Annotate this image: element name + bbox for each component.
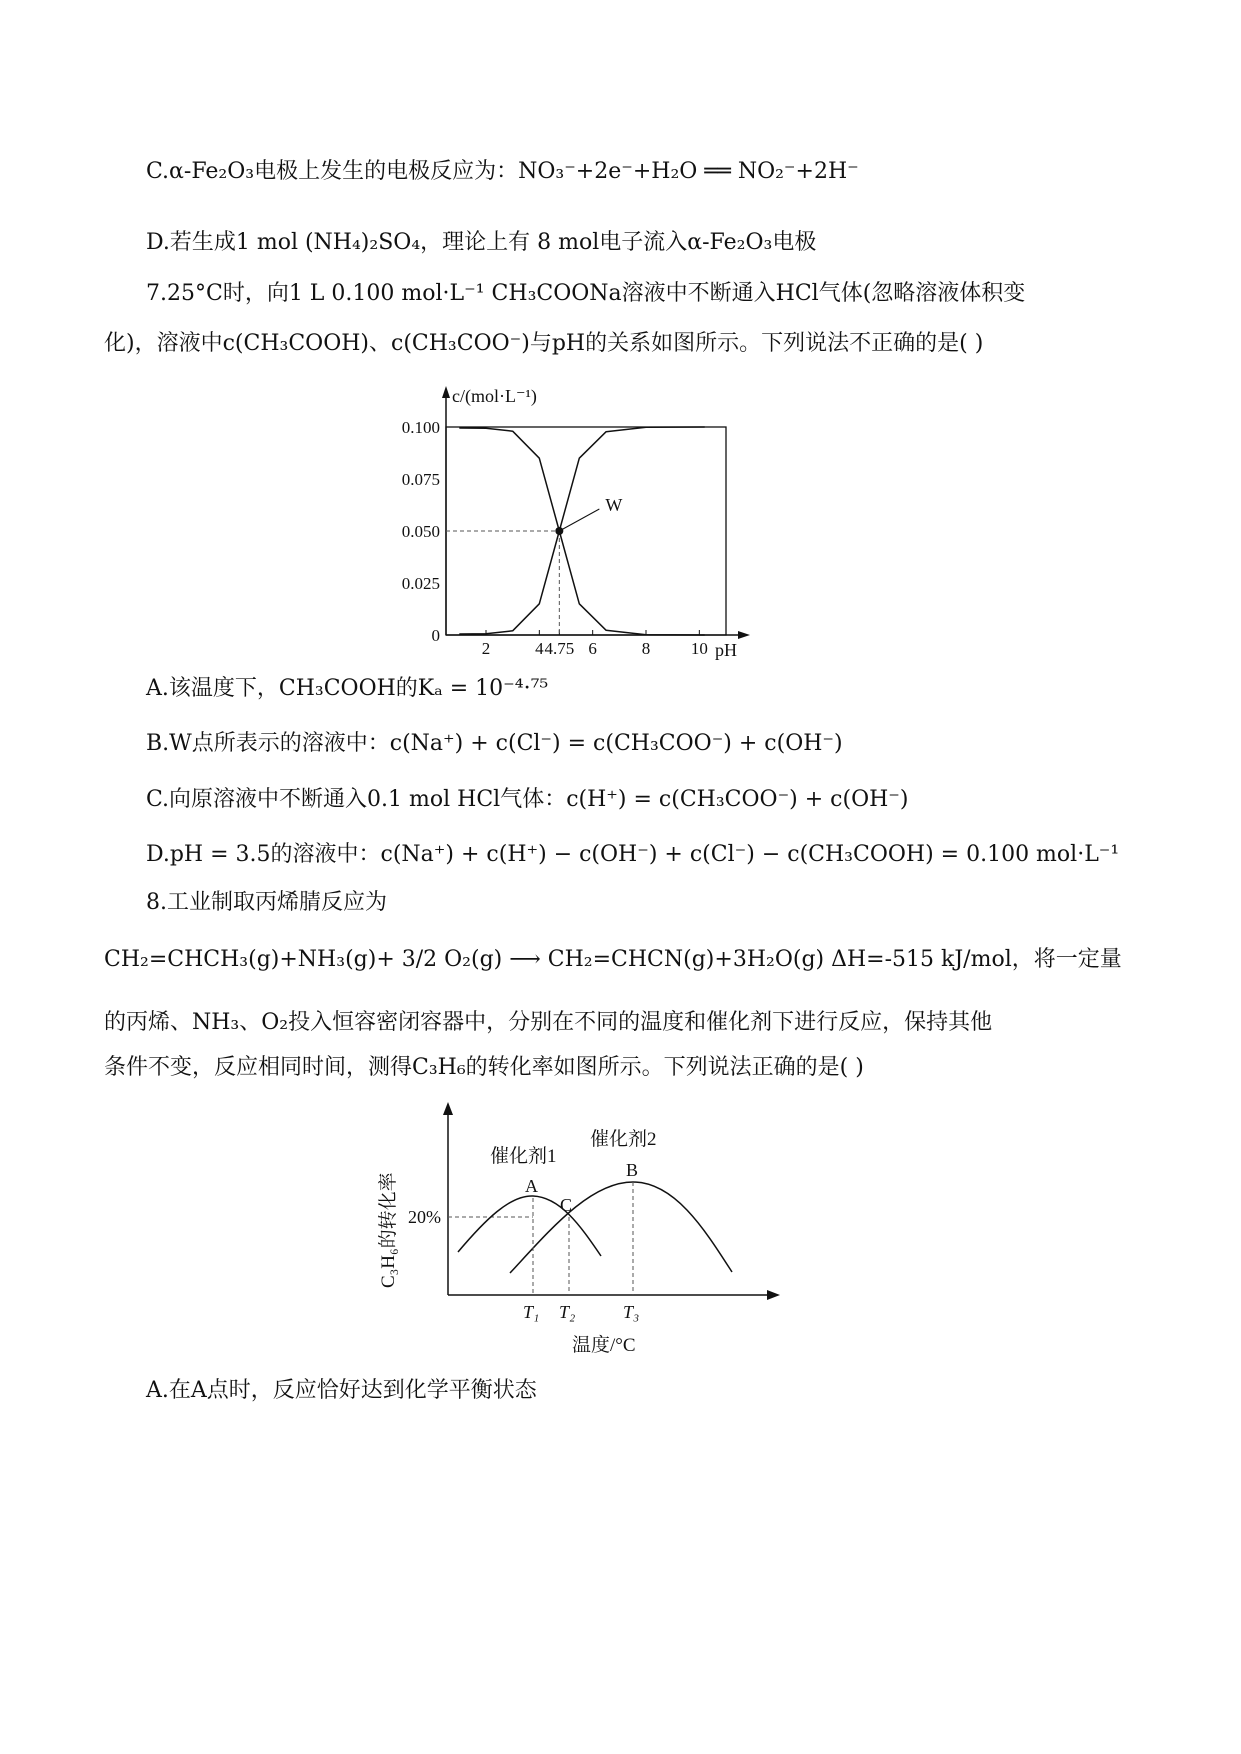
catalyst-2-label: 催化剂2	[590, 1129, 657, 1150]
y-tick-label: 0.025	[401, 574, 440, 593]
y-tick-20pct: 20%	[408, 1207, 441, 1227]
y-tick-label: 0.075	[401, 470, 440, 489]
q7-option-a: A.该温度下，CH₃COOH的Kₐ = 10⁻⁴·⁷⁵	[146, 676, 549, 701]
x-tick-label: 4.75	[544, 639, 575, 658]
x-axis-arrow	[738, 631, 750, 639]
point-b-label: B	[626, 1160, 639, 1180]
q8-text-line-2: 的丙烯、NH₃、O₂投入恒容密闭容器中，分别在不同的温度和催化剂下进行反应，保持其他	[104, 1010, 993, 1035]
conversion-temperature-chart	[370, 1100, 810, 1370]
catalyst-1-curve	[458, 1196, 601, 1256]
x-tick-label: 2	[481, 639, 491, 658]
q6-option-c: C.α-Fe₂O₃电极上发生的电极反应为：NO₃⁻+2e⁻+H₂O ══ NO₂⁻+2H⁻	[146, 159, 859, 184]
catalyst-1-label: 催化剂1	[490, 1146, 557, 1167]
x-tick-t1: T₁	[523, 1302, 540, 1322]
w-leader-line	[559, 509, 599, 531]
y-axis-arrow	[443, 1102, 453, 1115]
x-tick-label: 10	[690, 639, 708, 658]
x-tick-t2: T₂	[559, 1302, 576, 1322]
q8-option-a: A.在A点时，反应恰好达到化学平衡状态	[146, 1378, 537, 1403]
point-w-label: W	[605, 495, 623, 515]
q8-stem: 8.工业制取丙烯腈反应为	[146, 890, 387, 915]
q7-stem-line-1: 7.25°C时，向1 L 0.100 mol·L⁻¹ CH₃COONa溶液中不断通入HCl气体(忽略溶液体积变	[146, 281, 1026, 306]
y-axis-label: c/(mol·L⁻¹)	[452, 386, 537, 406]
y-tick-label: 0.100	[401, 418, 440, 437]
x-axis-arrow	[767, 1290, 780, 1300]
x-axis-label: 温度/°C	[572, 1335, 636, 1356]
y-tick-label: 0.050	[401, 522, 440, 541]
x-axis-label: pH	[715, 640, 737, 660]
q7-option-d: D.pH = 3.5的溶液中：c(Na⁺) + c(H⁺) − c(OH⁻) + c(Cl⁻) − c(CH₃COOH) = 0.100 mol·L⁻¹	[146, 842, 1120, 867]
point-a-label: A	[525, 1176, 538, 1196]
x-tick-t3: T₃	[623, 1302, 640, 1322]
q8-equation: CH₂=CHCH₃(g)+NH₃(g)+ 3/2 O₂(g) ⟶ CH₂=CHCN(g)+3H₂O(g) ΔH=-515 kJ/mol，将一定量	[104, 947, 1122, 972]
y-tick-label: 0	[431, 626, 440, 645]
q7-option-c: C.向原溶液中不断通入0.1 mol HCl气体：c(H⁺) = c(CH₃COO⁻) + c(OH⁻)	[146, 787, 909, 812]
y-axis-arrow	[442, 386, 450, 398]
point-w	[555, 527, 563, 535]
x-tick-label: 4	[535, 639, 544, 658]
catalyst-2-curve	[510, 1182, 732, 1273]
point-c-label: C	[560, 1195, 573, 1215]
ph-concentration-chart	[380, 380, 800, 665]
x-tick-label: 8	[641, 639, 651, 658]
x-tick-label: 6	[588, 639, 597, 658]
q6-option-d: D.若生成1 mol (NH₄)₂SO₄，理论上有 8 mol电子流入α-Fe₂O₃电极	[146, 230, 817, 255]
q7-stem-line-2: 化)，溶液中c(CH₃COOH)、c(CH₃COO⁻)与pH的关系如图所示。下列说法不正确的是( )	[104, 331, 984, 356]
q8-text-line-3: 条件不变，反应相同时间，测得C₃H₆的转化率如图所示。下列说法正确的是( )	[104, 1055, 864, 1080]
q7-option-b: B.W点所表示的溶液中：c(Na⁺) + c(Cl⁻) = c(CH₃COO⁻) + c(OH⁻)	[146, 731, 843, 756]
y-axis-label: C₃H₆的转化率	[378, 1172, 399, 1288]
